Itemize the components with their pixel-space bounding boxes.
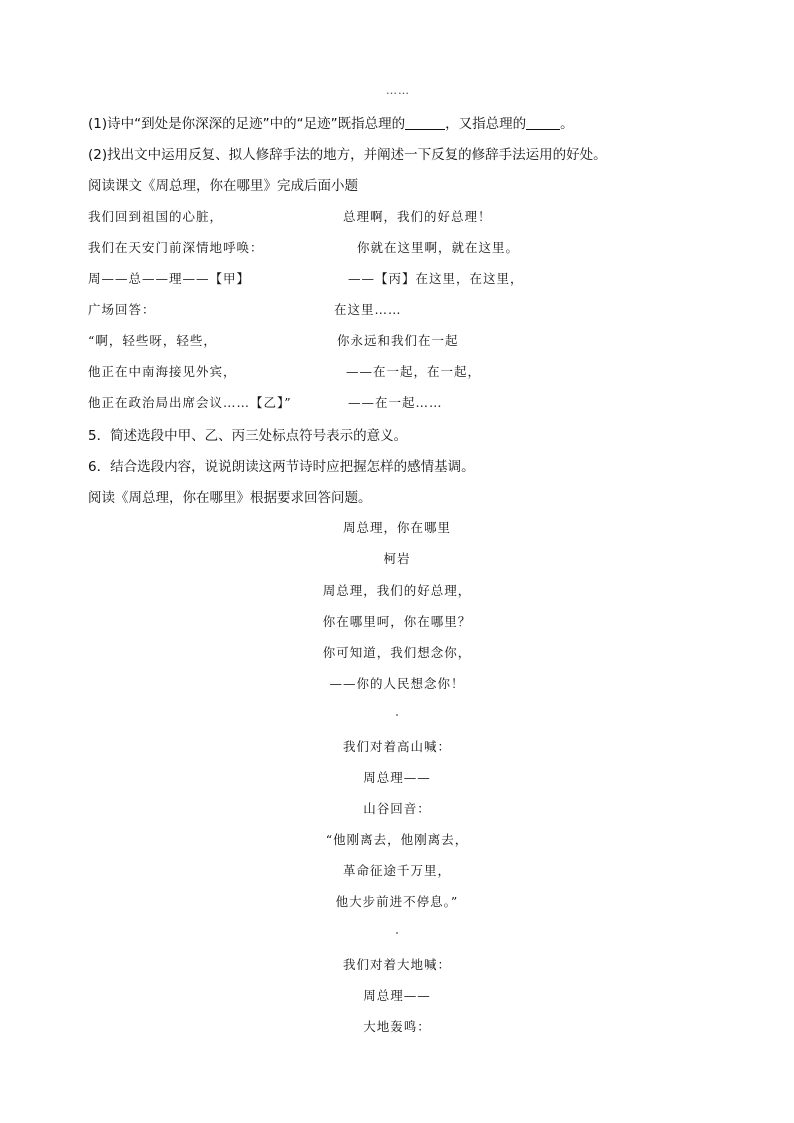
- poem-line: ——你的人民想念你！: [329, 676, 465, 691]
- poem-line: “他刚离去，他刚离去，: [325, 832, 469, 847]
- poem-line: 周总理——: [363, 770, 431, 785]
- stanza-separator-dot: [396, 714, 398, 716]
- poem-title: 周总理，你在哪里: [342, 520, 451, 535]
- excerpt-right-line: 你就在这里啊，就在这里。: [357, 240, 520, 255]
- excerpt-left-line: 他正在中南海接见外宾，: [88, 364, 237, 379]
- poem-line: 你在哪里呵，你在哪里？: [322, 614, 472, 629]
- excerpt-right-line: 总理啊，我们的好总理！: [343, 209, 492, 224]
- reading-2-intro: 阅读《周总理，你在哪里》根据要求回答问题。: [88, 490, 372, 506]
- poem-line: 他大步前进不停息。”: [335, 894, 459, 909]
- excerpt-right-line: 在这里……: [334, 302, 402, 317]
- question-6: 6．结合选段内容，说说朗读这两节诗时应把握怎样的感情基调。: [88, 459, 475, 475]
- poem-line: 山谷回音：: [363, 801, 431, 816]
- top-ellipsis: ……: [386, 84, 410, 97]
- answer-blank-1[interactable]: [405, 115, 445, 130]
- poem-line: 大地轰鸣：: [363, 1019, 431, 1034]
- excerpt-right-line: ——在一起，在一起，: [346, 364, 482, 379]
- question-1-middle: ，又指总理的: [445, 116, 527, 132]
- stanza-separator-dot: [396, 932, 398, 934]
- excerpt-left-line: 广场回答：: [88, 302, 156, 317]
- poem-author: 柯岩: [383, 551, 411, 566]
- excerpt-left-line: “啊，轻些呀，轻些，: [88, 333, 217, 348]
- excerpt-left-line: 我们在天安门前深情地呼唤：: [88, 240, 264, 255]
- excerpt-right-line: ——【丙】在这里，在这里，: [348, 271, 524, 286]
- answer-blank-2[interactable]: [526, 115, 560, 130]
- poem-line: 周总理——: [363, 988, 431, 1003]
- poem-line: 你可知道，我们想念你，: [322, 645, 472, 660]
- excerpt-left-line: 周——总——理——【甲】: [88, 271, 251, 286]
- poem-line: 周总理，我们的好总理，: [322, 583, 472, 598]
- excerpt-right-line: ——在一起……: [348, 395, 443, 410]
- question-1: [88, 115, 574, 133]
- excerpt-left-line: 我们回到祖国的心脏，: [88, 209, 224, 224]
- question-5: 5．简述选段中甲、乙、丙三处标点符号表示的意义。: [88, 428, 408, 444]
- reading-1-intro: 阅读课文《周总理，你在哪里》完成后面小题: [88, 178, 358, 194]
- question-1-end: 。: [560, 116, 574, 132]
- excerpt-left-line: 他正在政治局出席会议……【乙】”: [88, 395, 292, 410]
- question-2: (2)找出文中运用反复、拟人修辞手法的地方，并阐述一下反复的修辞手法运用的好处。: [88, 147, 607, 163]
- poem-line: 我们对着大地喊：: [342, 957, 451, 972]
- poem-line: 革命征途千万里，: [342, 863, 451, 878]
- poem-line: 我们对着高山喊：: [342, 739, 451, 754]
- question-1-prefix: (1)诗中“到处是你深深的足迹”中的“足迹”既指总理的: [88, 116, 406, 132]
- excerpt-right-line: 你永远和我们在一起: [337, 333, 459, 348]
